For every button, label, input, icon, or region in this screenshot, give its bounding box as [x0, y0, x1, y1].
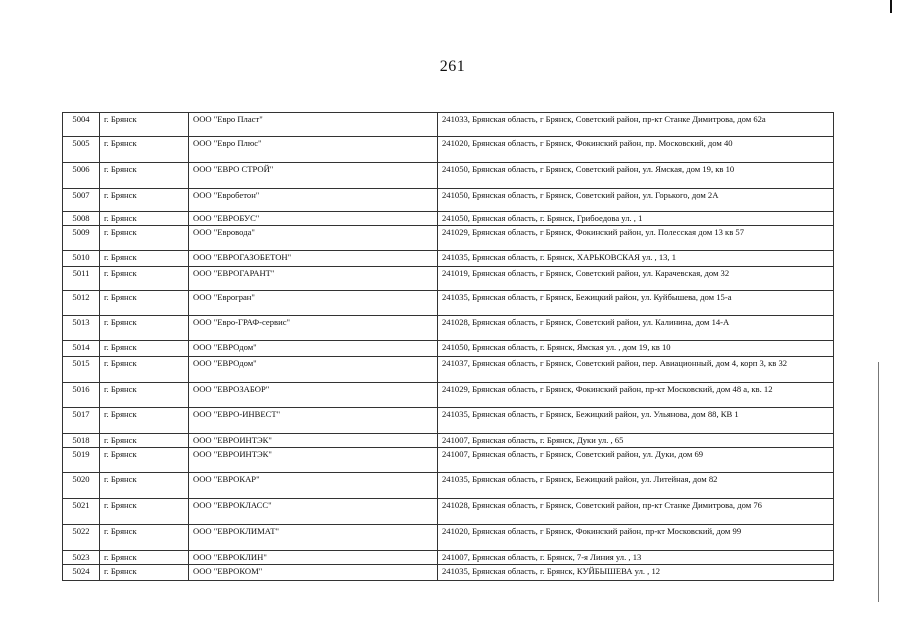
- table-row: [63, 525, 834, 551]
- organization-cell: ООО "Евро Плюс": [189, 137, 438, 163]
- address-cell: 241028, Брянская область, г Брянск, Советский район, ул. Калинина, дом 14-А: [438, 316, 834, 341]
- address-cell: 241050, Брянская область, г. Брянск, Грибоедова ул. , 1: [438, 212, 834, 226]
- organization-cell: ООО "ЕВРОКОМ": [189, 565, 438, 581]
- organization-cell: ООО "ЕВРОЗАБОР": [189, 383, 438, 408]
- city-cell: г. Брянск: [100, 357, 189, 383]
- address-cell: 241050, Брянская область, г Брянск, Советский район, ул. Ямская, дом 19, кв 10: [438, 163, 834, 189]
- city-cell: г. Брянск: [100, 251, 189, 267]
- city-cell: г. Брянск: [100, 137, 189, 163]
- address-cell: 241020, Брянская область, г Брянск, Фокинский район, пр. Московский, дом 40: [438, 137, 834, 163]
- table-row: [63, 565, 834, 581]
- table-row: [63, 383, 834, 408]
- city-cell: г. Брянск: [100, 448, 189, 473]
- page-number: 261: [439, 58, 466, 75]
- city-cell: г. Брянск: [100, 291, 189, 316]
- organization-cell: ООО "Еврогран": [189, 291, 438, 316]
- city-cell: г. Брянск: [100, 212, 189, 226]
- row-number-cell: 5019: [63, 448, 100, 473]
- city-cell: г. Брянск: [100, 408, 189, 434]
- table-row: [63, 473, 834, 499]
- organization-cell: ООО "ЕВРОдом": [189, 341, 438, 357]
- organization-cell: ООО "ЕВРОКЛИН": [189, 551, 438, 565]
- row-number-cell: 5006: [63, 163, 100, 189]
- address-cell: 241037, Брянская область, г Брянск, Советский район, пер. Авиационный, дом 4, корп 3, кв 32: [438, 357, 834, 383]
- address-cell: 241033, Брянская область, г Брянск, Советский район, пр-кт Станке Димитрова, дом 62а: [438, 113, 834, 137]
- row-number-cell: 5021: [63, 499, 100, 525]
- organization-cell: ООО "ЕВРОдом": [189, 357, 438, 383]
- city-cell: г. Брянск: [100, 189, 189, 212]
- address-cell: 241050, Брянская область, г. Брянск, Ямская ул. , дом 19, кв 10: [438, 341, 834, 357]
- organization-cell: ООО "ЕВРОБУС": [189, 212, 438, 226]
- city-cell: г. Брянск: [100, 226, 189, 251]
- address-cell: 241050, Брянская область, г Брянск, Советский район, ул. Горького, дом 2А: [438, 189, 834, 212]
- row-number-cell: 5007: [63, 189, 100, 212]
- city-cell: г. Брянск: [100, 316, 189, 341]
- table-row: [63, 499, 834, 525]
- address-cell: 241035, Брянская область, г Брянск, Бежицкий район, ул. Ульянова, дом 88, КВ 1: [438, 408, 834, 434]
- address-cell: 241035, Брянская область, г Брянск, Бежицкий район, ул. Куйбышева, дом 15-а: [438, 291, 834, 316]
- organization-cell: ООО "ЕВРОКЛАСС": [189, 499, 438, 525]
- row-number-cell: 5016: [63, 383, 100, 408]
- row-number-cell: 5015: [63, 357, 100, 383]
- address-cell: 241020, Брянская область, г Брянск, Фокинский район, пр-кт Московский, дом 99: [438, 525, 834, 551]
- city-cell: г. Брянск: [100, 341, 189, 357]
- row-number-cell: 5012: [63, 291, 100, 316]
- city-cell: г. Брянск: [100, 499, 189, 525]
- table-row: [63, 408, 834, 434]
- row-number-cell: 5018: [63, 434, 100, 448]
- city-cell: г. Брянск: [100, 525, 189, 551]
- address-cell: 241035, Брянская область, г Брянск, Бежицкий район, ул. Литейная, дом 82: [438, 473, 834, 499]
- table-row: [63, 226, 834, 251]
- table-row: [63, 434, 834, 448]
- row-number-cell: 5017: [63, 408, 100, 434]
- registry-table: [62, 112, 834, 581]
- organization-cell: ООО "ЕВРОГАРАНТ": [189, 267, 438, 291]
- table-row: [63, 212, 834, 226]
- organization-cell: ООО "ЕВРОИНТЭК": [189, 448, 438, 473]
- organization-cell: ООО "ЕВРОГАЗОБЕТОН": [189, 251, 438, 267]
- page-edge-mark: [890, 0, 892, 13]
- address-cell: 241029, Брянская область, г Брянск, Фокинский район, пр-кт Московский, дом 48 а, кв. 12: [438, 383, 834, 408]
- row-number-cell: 5023: [63, 551, 100, 565]
- address-cell: 241035, Брянская область, г. Брянск, ХАРЬКОВСКАЯ ул. , 13, 1: [438, 251, 834, 267]
- row-number-cell: 5004: [63, 113, 100, 137]
- city-cell: г. Брянск: [100, 551, 189, 565]
- table-row: [63, 316, 834, 341]
- table-row: [63, 189, 834, 212]
- table-row: [63, 267, 834, 291]
- organization-cell: ООО "ЕВРОИНТЭК": [189, 434, 438, 448]
- city-cell: г. Брянск: [100, 565, 189, 581]
- address-cell: 241007, Брянская область, г. Брянск, 7-я Линия ул. , 13: [438, 551, 834, 565]
- table-row: [63, 341, 834, 357]
- city-cell: г. Брянск: [100, 434, 189, 448]
- city-cell: г. Брянск: [100, 163, 189, 189]
- city-cell: г. Брянск: [100, 113, 189, 137]
- row-number-cell: 5020: [63, 473, 100, 499]
- row-number-cell: 5014: [63, 341, 100, 357]
- organization-cell: ООО "ЕВРО СТРОЙ": [189, 163, 438, 189]
- address-cell: 241007, Брянская область, г Брянск, Советский район, ул. Дуки, дом 69: [438, 448, 834, 473]
- row-number-cell: 5008: [63, 212, 100, 226]
- scan-margin-line: [878, 362, 879, 602]
- table-row: [63, 291, 834, 316]
- row-number-cell: 5010: [63, 251, 100, 267]
- address-cell: 241029, Брянская область, г Брянск, Фокинский район, ул. Полесская дом 13 кв 57: [438, 226, 834, 251]
- city-cell: г. Брянск: [100, 473, 189, 499]
- table-row: [63, 448, 834, 473]
- organization-cell: ООО "Евробетон": [189, 189, 438, 212]
- address-cell: 241028, Брянская область, г Брянск, Советский район, пр-кт Станке Димитрова, дом 76: [438, 499, 834, 525]
- row-number-cell: 5005: [63, 137, 100, 163]
- row-number-cell: 5011: [63, 267, 100, 291]
- row-number-cell: 5024: [63, 565, 100, 581]
- registry-table-body: [63, 113, 834, 581]
- table-row: [63, 357, 834, 383]
- row-number-cell: 5013: [63, 316, 100, 341]
- table-row: [63, 251, 834, 267]
- row-number-cell: 5022: [63, 525, 100, 551]
- address-cell: 241019, Брянская область, г Брянск, Советский район, ул. Карачевская, дом 32: [438, 267, 834, 291]
- table-row: [63, 163, 834, 189]
- row-number-cell: 5009: [63, 226, 100, 251]
- city-cell: г. Брянск: [100, 267, 189, 291]
- address-cell: 241007, Брянская область, г. Брянск, Дуки ул. , 65: [438, 434, 834, 448]
- organization-cell: ООО "Евровода": [189, 226, 438, 251]
- organization-cell: ООО "Евро Пласт": [189, 113, 438, 137]
- address-cell: 241035, Брянская область, г. Брянск, КУЙБЫШЕВА ул. , 12: [438, 565, 834, 581]
- city-cell: г. Брянск: [100, 383, 189, 408]
- organization-cell: ООО "ЕВРО-ИНВЕСТ": [189, 408, 438, 434]
- organization-cell: ООО "ЕВРОКАР": [189, 473, 438, 499]
- table-row: [63, 113, 834, 137]
- table-row: [63, 551, 834, 565]
- table-row: [63, 137, 834, 163]
- organization-cell: ООО "ЕВРОКЛИМАТ": [189, 525, 438, 551]
- organization-cell: ООО "Евро-ГРАФ-сервис": [189, 316, 438, 341]
